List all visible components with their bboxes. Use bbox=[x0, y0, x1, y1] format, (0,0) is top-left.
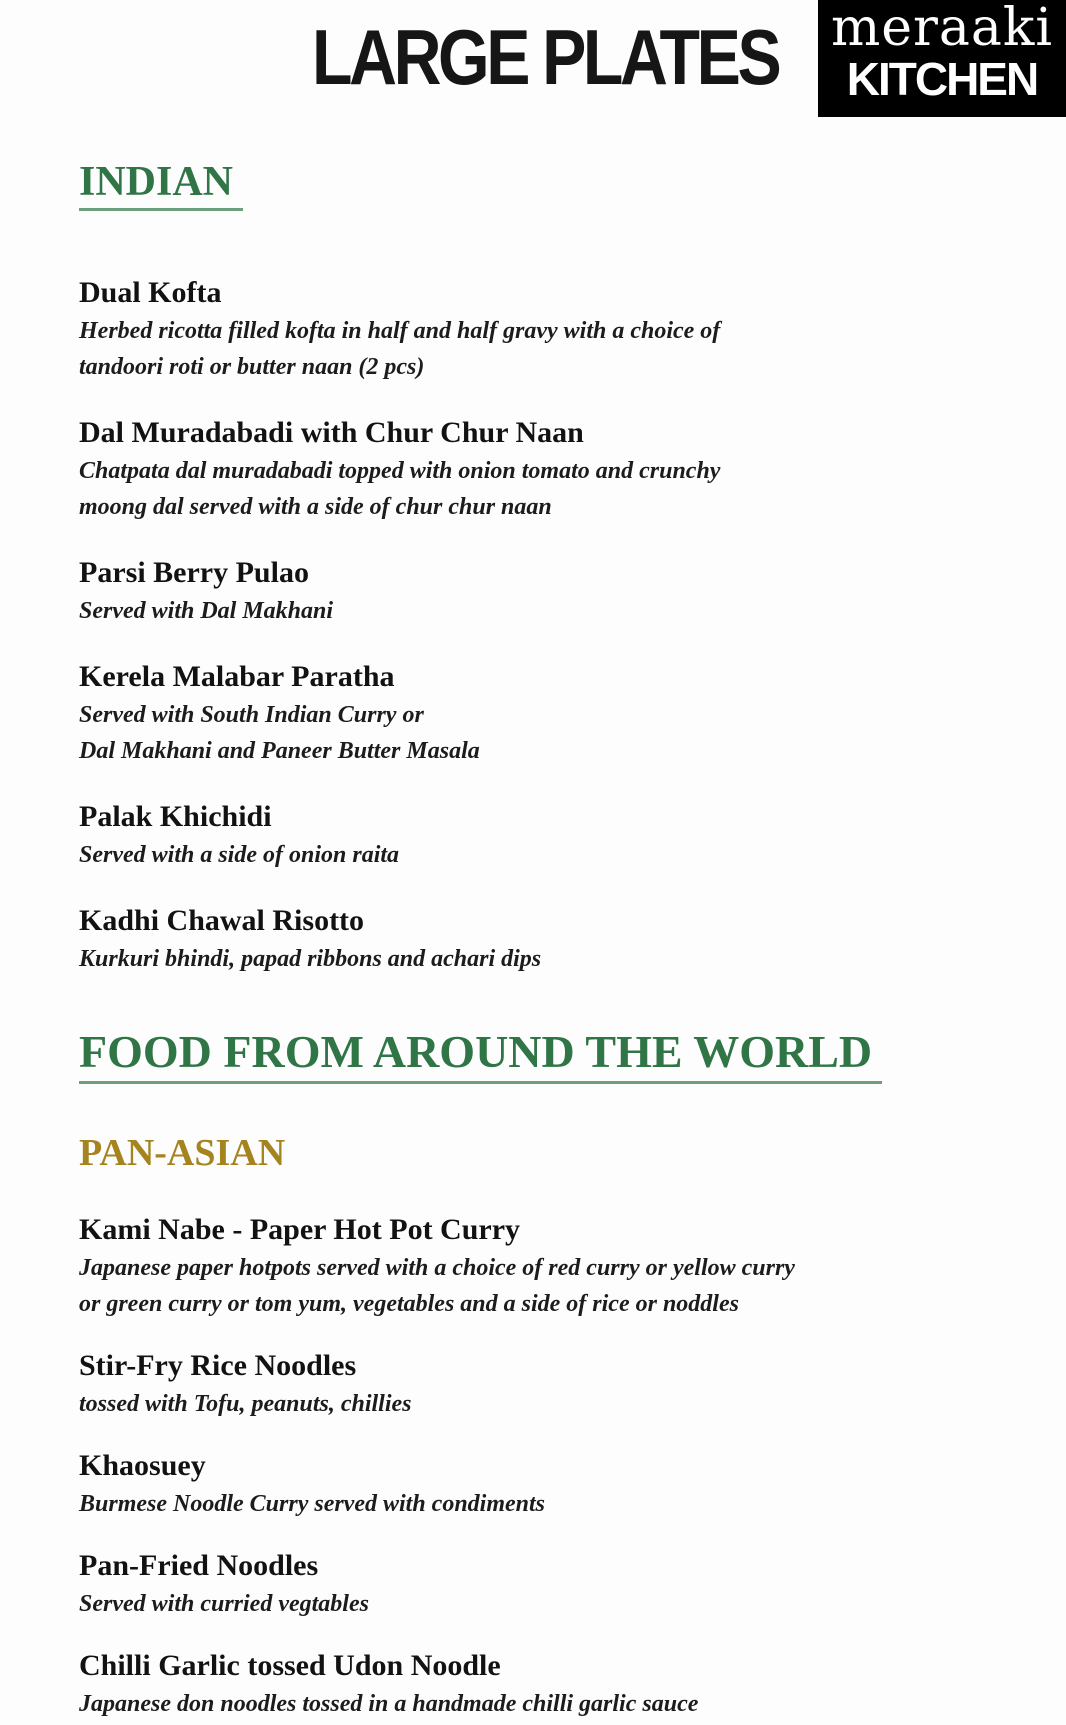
dish-name: Parsi Berry Pulao bbox=[79, 556, 309, 589]
dish-name: Pan-Fried Noodles bbox=[79, 1549, 319, 1582]
dish-name: Palak Khichidi bbox=[79, 800, 272, 833]
menu-item-dual-kofta bbox=[79, 273, 1019, 385]
brand-name-kitchen: KITCHEN bbox=[846, 53, 1038, 105]
menu-item-kadhi-chawal-risotto bbox=[79, 901, 1019, 977]
dish-description bbox=[79, 453, 1019, 525]
brand-name-meraaki: meraaki bbox=[830, 0, 1054, 58]
dish-description bbox=[79, 593, 1019, 629]
dish-description-line: tossed with Tofu, peanuts, chillies bbox=[79, 1391, 412, 1417]
dish-description-line: Served with a side of onion raita bbox=[79, 842, 400, 868]
dish-name: Khaosuey bbox=[79, 1449, 206, 1482]
dish-description-line: Dal Makhani and Paneer Butter Masala bbox=[79, 738, 480, 764]
dish-description-line: tandoori roti or butter naan (2 pcs) bbox=[79, 354, 425, 380]
section-pan-asian bbox=[79, 1130, 1019, 1722]
dish-description bbox=[79, 837, 1019, 873]
dish-name: Dal Muradabadi with Chur Chur Naan bbox=[79, 416, 584, 449]
dish-description bbox=[79, 1686, 1019, 1722]
dish-description-line: Chatpata dal muradabadi topped with onion tomato and crunchy bbox=[79, 458, 721, 484]
dish-name: Dual Kofta bbox=[79, 276, 222, 309]
page-title: LARGE PLATES bbox=[312, 13, 779, 101]
dish-description-line: Japanese paper hotpots served with a choice of red curry or yellow curry bbox=[79, 1255, 795, 1281]
section-heading-food-from-around-the-world: FOOD FROM AROUND THE WORLD bbox=[79, 1025, 882, 1084]
menu-item-khaosuey bbox=[79, 1446, 1019, 1522]
menu-item-dal-muradabadi bbox=[79, 413, 1019, 525]
dish-description bbox=[79, 1250, 1019, 1322]
dish-name: Stir-Fry Rice Noodles bbox=[79, 1349, 357, 1382]
dish-description-line: Kurkuri bhindi, papad ribbons and achari dips bbox=[79, 946, 542, 972]
dish-description-line: Served with curried vegtables bbox=[79, 1591, 369, 1617]
menu-content bbox=[79, 158, 1019, 1725]
menu-item-kerela-malabar-paratha bbox=[79, 657, 1019, 769]
dish-name: Kerela Malabar Paratha bbox=[79, 660, 395, 693]
dish-description-line: Burmese Noodle Curry served with condiments bbox=[79, 1491, 546, 1517]
dish-description-line: Served with South Indian Curry or bbox=[79, 702, 424, 728]
dish-description bbox=[79, 941, 1019, 977]
dish-description bbox=[79, 1386, 1019, 1422]
dish-description bbox=[79, 313, 1019, 385]
menu-item-kami-nabe bbox=[79, 1210, 1019, 1322]
menu-item-chilli-garlic-udon bbox=[79, 1646, 1019, 1722]
dish-description-line: moong dal served with a side of chur chur naan bbox=[79, 494, 552, 520]
dish-description bbox=[79, 697, 1019, 769]
dish-description-line: Herbed ricotta filled kofta in half and half gravy with a choice of bbox=[79, 318, 721, 344]
brand-logo bbox=[818, 0, 1066, 117]
dish-name: Chilli Garlic tossed Udon Noodle bbox=[79, 1649, 501, 1682]
menu-item-parsi-berry-pulao bbox=[79, 553, 1019, 629]
section-heading-indian: INDIAN bbox=[79, 158, 243, 211]
menu-item-pan-fried-noodles bbox=[79, 1546, 1019, 1622]
dish-description-line: Japanese don noodles tossed in a handmade chilli garlic sauce bbox=[79, 1691, 699, 1717]
dish-description bbox=[79, 1486, 1019, 1522]
menu-item-palak-khichidi bbox=[79, 797, 1019, 873]
dish-description bbox=[79, 1586, 1019, 1622]
section-heading-pan-asian: PAN-ASIAN bbox=[79, 1132, 286, 1174]
dish-description-line: Served with Dal Makhani bbox=[79, 598, 334, 624]
dish-name: Kadhi Chawal Risotto bbox=[79, 904, 365, 937]
menu-item-stir-fry-rice-noodles bbox=[79, 1346, 1019, 1422]
dish-name: Kami Nabe - Paper Hot Pot Curry bbox=[79, 1213, 521, 1246]
dish-description-line: or green curry or tom yum, vegetables and a side of rice or noddles bbox=[79, 1291, 739, 1317]
section-indian bbox=[79, 158, 1019, 977]
